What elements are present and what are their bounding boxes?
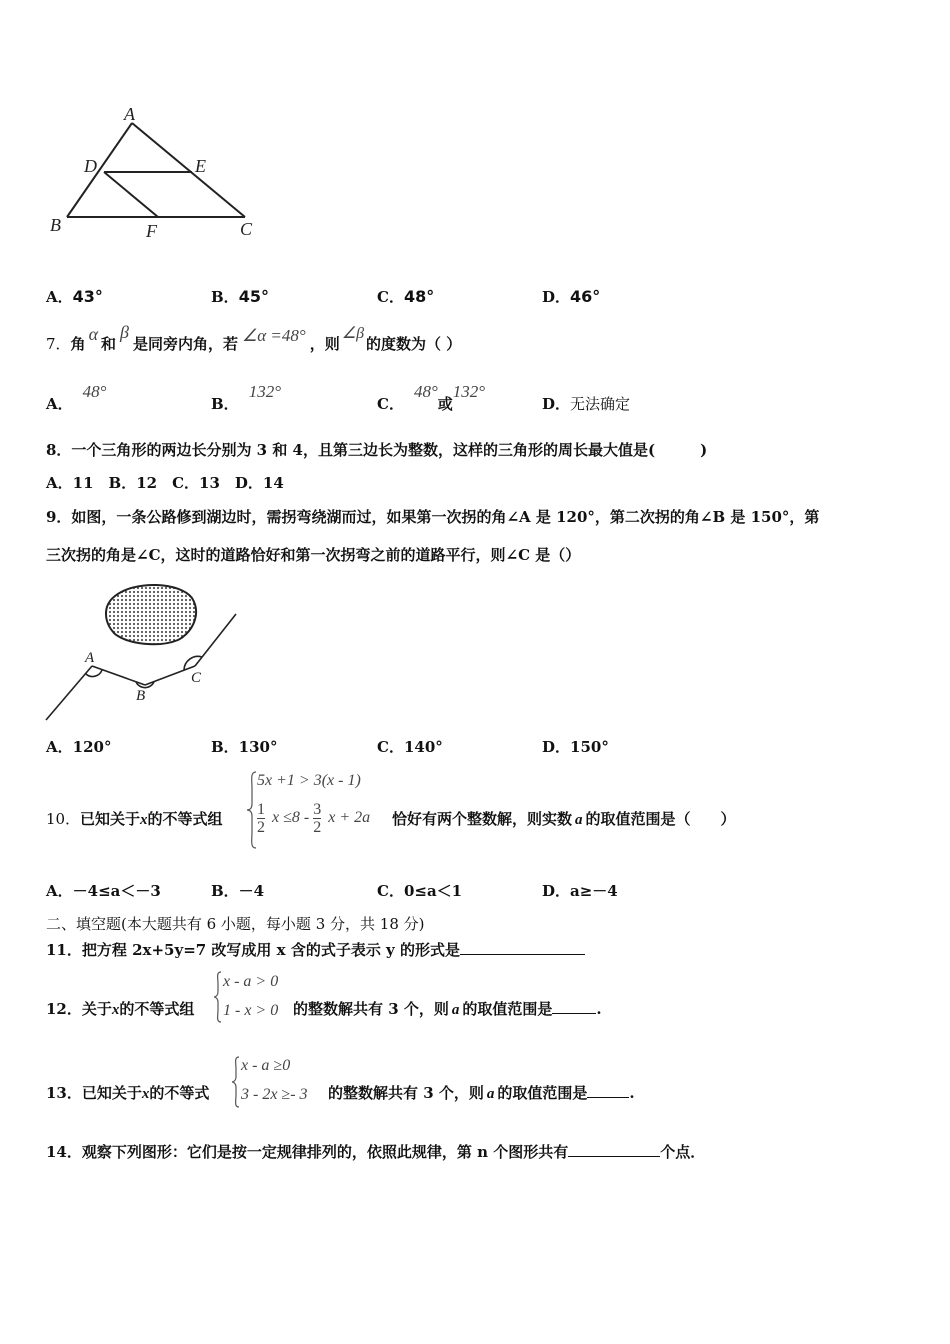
q7-option-a[interactable]: A．48° [46,382,107,413]
q10-option-a[interactable]: A．－4≤a＜－3 [46,882,161,900]
label-a: A [124,104,135,124]
q9-option-c[interactable]: C．140° [377,738,443,756]
q9-option-b[interactable]: B．130° [211,738,278,756]
q12-inequality-1: x - a > 0 [223,973,279,990]
question-13-tail: 的整数解共有 3 个，则 a 的取值范围是 . [328,1084,635,1102]
q6-option-d[interactable]: D．46° [542,287,601,306]
question-12-lead: 12．关于x的不等式组 [46,1000,195,1018]
question-7: 7．角 α 和β是同旁内角，若 ∠α =48° ，则∠β的度数为（ ） [46,322,462,353]
label-f: F [146,221,157,241]
answer-blank[interactable] [460,942,585,955]
q10-option-d[interactable]: D．a≥－4 [542,882,618,900]
q6-option-b[interactable]: B．45° [211,287,269,306]
label-c: C [240,219,253,239]
question-14: 14．观察下列图形：它们是按一定规律排列的，依照此规律，第 n 个图形共有 个点． [46,1143,706,1161]
answer-blank[interactable] [568,1144,660,1157]
system-brace [231,1055,241,1109]
question-13-lead: 13．已知关于x的不等式 [46,1084,210,1102]
section-title: 二、填空题(本大题共有 6 小题，每小题 3 分，共 18 分) [46,915,425,933]
label-d: D [84,156,97,176]
q13-inequality-1: x - a ≥0 [241,1057,291,1074]
q9-option-a[interactable]: A．120° [46,738,112,756]
q8-options[interactable]: A．11 B．12 C．13 D．14 [46,474,284,492]
label-b: B [136,688,146,704]
question-11: 11．把方程 2x+5y=7 改写成用 x 含的式子表示 y 的形式是 [46,939,585,960]
q7-option-d[interactable]: D．无法确定 [542,395,631,413]
q10-option-b[interactable]: B．－4 [211,882,265,900]
label-e: E [195,156,206,176]
triangle-figure [40,100,270,245]
q10-inequality-2: $\frac{1}{2}$ x ≤8 - $\frac{3}{2}$ x + 2a [257,801,371,836]
question-12-tail: 的整数解共有 3 个，则 a 的取值范围是 . [293,1000,602,1018]
q6-option-c[interactable]: C．48° [377,287,435,306]
question-8: 8．一个三角形的两边长分别为 3 和 4，且第三边长为整数，这样的三角形的周长最大值是( ) [46,441,708,459]
q10-inequality-1: 5x +1 > 3(x - 1) [257,772,361,789]
answer-blank[interactable] [587,1085,629,1098]
q7-option-c[interactable]: C．48°或132° [377,382,486,413]
q12-inequality-2: 1 - x > 0 [223,1002,279,1019]
q7-option-b[interactable]: B．132° [211,382,281,413]
question-9-line2: 三次拐的角是∠C，这时的道路恰好和第一次拐弯之前的道路平行，则∠C 是（） [46,546,581,564]
q10-option-c[interactable]: C．0≤a＜1 [377,882,463,900]
lake-shape [106,585,196,644]
lake-road-figure [40,578,250,728]
system-brace [213,970,223,1024]
question-10-tail: 恰好有两个整数解，则实数 a 的取值范围是（ ） [392,810,736,828]
answer-blank[interactable] [552,1001,596,1014]
label-b: B [50,215,61,235]
q6-option-a[interactable]: A．43° [46,287,103,306]
question-9-line1: 9．如图，一条公路修到湖边时，需拐弯绕湖而过，如果第一次拐的角∠A 是 120°，第二次拐的角∠B 是 150°，第 [46,508,820,526]
q9-option-d[interactable]: D．150° [542,738,609,756]
q13-inequality-2: 3 - 2x ≥- 3 [241,1086,308,1103]
label-a: A [85,650,95,666]
label-c: C [191,670,202,686]
question-10-prefix: 10． [46,810,81,828]
question-10-lead: 已知关于x的不等式组 [80,810,223,828]
